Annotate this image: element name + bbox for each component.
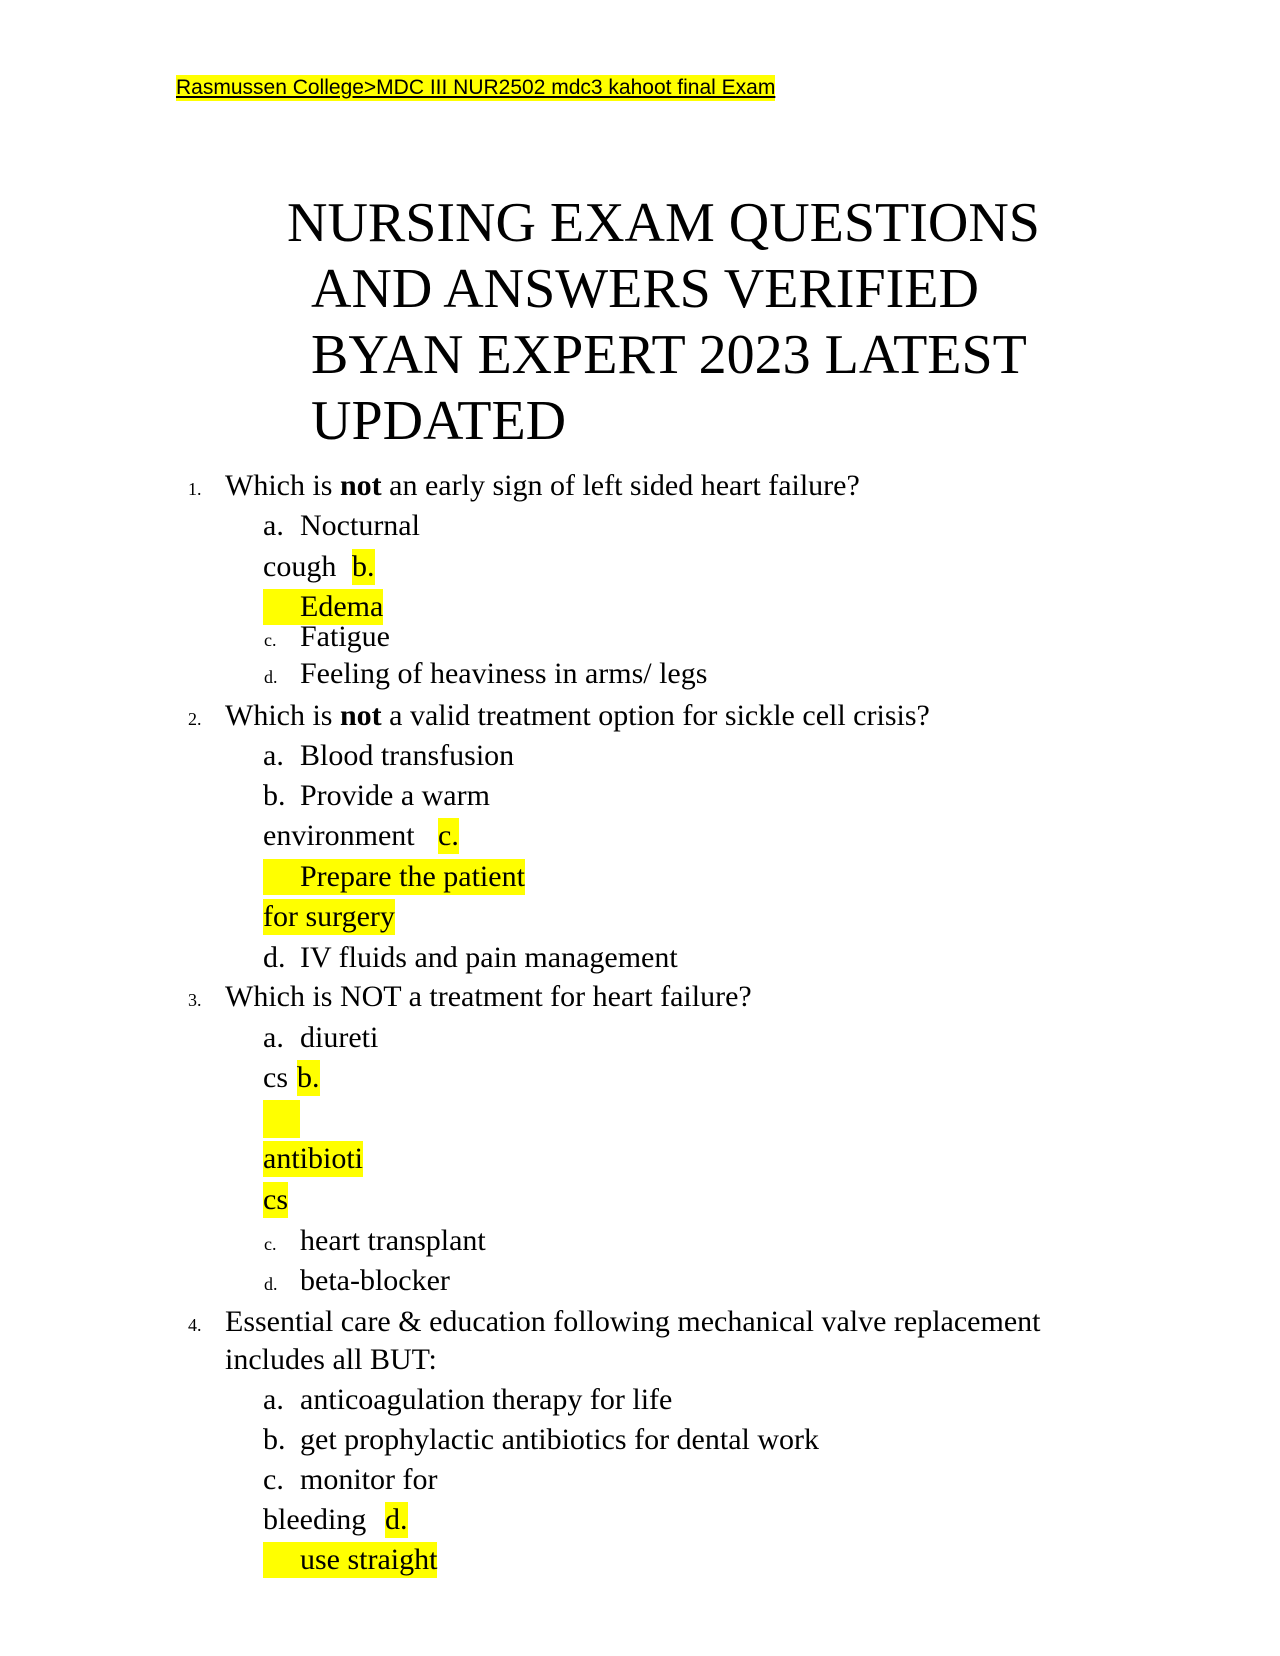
q4-option-c-text: monitor for xyxy=(300,1463,438,1496)
q4-option-b-text: get prophylactic antibiotics for dental work xyxy=(300,1423,820,1456)
q3-option-b-highlight-gap xyxy=(263,1100,300,1138)
q3-option-d-letter: d. xyxy=(264,1274,278,1294)
q3-option-b-text-1: antibioti xyxy=(263,1142,363,1175)
q1-option-c-letter: c. xyxy=(264,630,277,650)
q2-option-a-text: Blood transfusion xyxy=(300,739,515,772)
q2-option-c-letter: c. xyxy=(438,819,459,852)
question-number: 2. xyxy=(188,709,202,729)
q1-option-d-letter: d. xyxy=(264,667,278,687)
question-number: 1. xyxy=(188,479,202,499)
title-line-4: UPDATED xyxy=(311,390,567,452)
question-4-text-line-2: includes all BUT: xyxy=(225,1343,437,1376)
q2-option-c-wrap: for surgery xyxy=(263,900,395,933)
document-header: Rasmussen College>MDC III NUR2502 mdc3 kahoot final Exam xyxy=(176,76,776,99)
q3-option-a-wrap: cs xyxy=(263,1061,288,1094)
q4-option-a-text: anticoagulation therapy for life xyxy=(300,1383,673,1416)
question-3-text: Which is NOT a treatment for heart failure? xyxy=(225,980,752,1013)
q2-option-d-letter: d. xyxy=(263,941,286,974)
question-2-text: Which is not a valid treatment option for sickle cell crisis? xyxy=(225,699,930,732)
q3-option-b-letter: b. xyxy=(297,1061,320,1094)
q2-option-a-letter: a. xyxy=(263,739,284,772)
q1-option-b-text: Edema xyxy=(263,589,383,625)
q2-option-c-text: Prepare the patient xyxy=(263,859,525,895)
q2-option-b-letter: b. xyxy=(263,779,286,812)
q2-option-d-text: IV fluids and pain management xyxy=(300,941,678,974)
q4-option-c-letter: c. xyxy=(263,1463,284,1496)
q1-option-a-letter: a. xyxy=(263,509,284,542)
q4-option-d-text: use straight xyxy=(263,1542,437,1578)
q4-option-b-letter: b. xyxy=(263,1423,286,1456)
q3-option-d-text: beta-blocker xyxy=(300,1264,450,1297)
q1-option-b-letter: b. xyxy=(352,550,375,583)
question-number: 4. xyxy=(188,1315,202,1335)
q3-option-a-letter: a. xyxy=(263,1021,284,1054)
q4-option-c-wrap: bleeding xyxy=(263,1503,367,1536)
q1-option-a-wrap: cough xyxy=(263,550,337,583)
title-line-1: NURSING EXAM QUESTIONS xyxy=(287,192,1040,254)
q1-option-d-text: Feeling of heaviness in arms/ legs xyxy=(300,657,708,690)
q4-option-d-letter: d. xyxy=(385,1503,408,1536)
q3-option-a-text: diureti xyxy=(300,1021,379,1054)
q2-option-b-wrap: environment xyxy=(263,819,415,852)
q2-option-b-text: Provide a warm xyxy=(300,779,490,812)
q3-option-b-text-2: cs xyxy=(263,1183,288,1216)
question-4-text-line-1: Essential care & education following mechanical valve replacement xyxy=(225,1305,1041,1338)
title-line-2: AND ANSWERS VERIFIED xyxy=(311,258,979,320)
q1-option-c-text: Fatigue xyxy=(300,620,390,653)
q3-option-c-text: heart transplant xyxy=(300,1224,486,1257)
question-1-text: Which is not an early sign of left sided heart failure? xyxy=(225,469,860,502)
q3-option-c-letter: c. xyxy=(264,1234,277,1254)
title-line-3: BYAN EXPERT 2023 LATEST xyxy=(311,324,1027,386)
question-number: 3. xyxy=(188,990,202,1010)
q1-option-a-text: Nocturnal xyxy=(300,509,420,542)
q4-option-a-letter: a. xyxy=(263,1383,284,1416)
